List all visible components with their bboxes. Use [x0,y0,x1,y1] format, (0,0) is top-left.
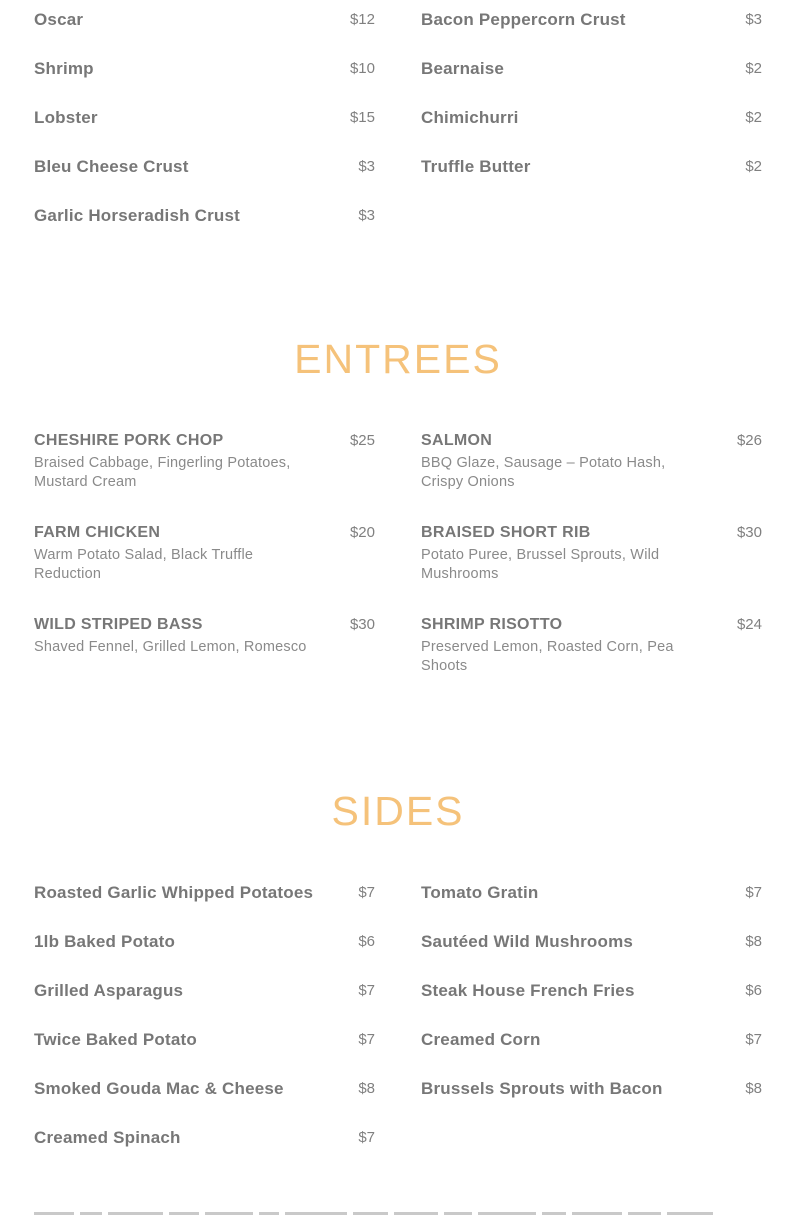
menu-item [34,206,375,255]
item-price: $12 [349,11,375,28]
entree-item [421,615,762,707]
item-name: BRAISED SHORT RIB [421,524,591,541]
menu-item [421,1079,762,1128]
addons-right-column [421,10,762,206]
item-name: Shrimp [34,59,94,78]
item-price: $7 [745,1031,762,1048]
menu-item [34,108,375,157]
item-price: $6 [358,933,375,950]
item-name: Sautéed Wild Mushrooms [421,932,634,951]
item-name: WILD STRIPED BASS [34,616,203,633]
item-name: Brussels Sprouts with Bacon [421,1079,663,1098]
item-name: SHRIMP RISOTTO [421,616,563,633]
menu-item [34,10,375,59]
item-price: $20 [349,524,375,541]
menu-item [34,1079,375,1128]
menu-item [34,932,375,981]
addons-left-column [34,10,375,255]
menu-item [421,157,762,206]
entree-item [34,615,375,707]
item-price: $30 [349,616,375,633]
item-price: $7 [745,884,762,901]
item-description: Braised Cabbage, Fingerling Potatoes, Mustard Cream [34,455,291,490]
item-price: $8 [745,933,762,950]
menu-item [34,981,375,1030]
item-price: $26 [736,432,762,449]
menu-item [421,932,762,981]
item-name: Creamed Corn [421,1030,541,1049]
item-description: Shaved Fennel, Grilled Lemon, Romesco [34,639,307,655]
item-price: $2 [745,158,762,175]
entree-item [421,523,762,615]
item-name: Twice Baked Potato [34,1030,197,1049]
item-price: $2 [745,60,762,77]
sides-right-column [421,883,762,1128]
item-description: Preserved Lemon, Roasted Corn, Pea Shoots [421,639,674,674]
item-name: Grilled Asparagus [34,981,184,1000]
item-name: Chimichurri [421,108,519,127]
item-name: Truffle Butter [421,157,531,176]
menu-item [34,1128,375,1177]
sides-left-column [34,883,375,1177]
item-price: $24 [736,616,762,633]
entree-item [34,523,375,615]
menu-item [421,981,762,1030]
item-name: Steak House French Fries [421,981,635,1000]
item-description: Potato Puree, Brussel Sprouts, Wild Mushrooms [421,547,660,582]
item-price: $3 [358,207,375,224]
menu-item [34,157,375,206]
item-price: $15 [349,109,375,126]
cropped-footer-text [34,1212,762,1218]
item-price: $10 [349,60,375,77]
item-name: FARM CHICKEN [34,524,161,541]
item-price: $6 [745,982,762,999]
menu-item [34,883,375,932]
item-price: $25 [349,432,375,449]
item-price: $8 [358,1080,375,1097]
menu-item [34,59,375,108]
item-name: Bearnaise [421,59,505,78]
item-name: SALMON [421,432,493,449]
item-price: $7 [358,1031,375,1048]
menu-item [421,883,762,932]
item-price: $7 [358,1129,375,1146]
entree-item [34,431,375,523]
item-name: 1lb Baked Potato [34,932,176,951]
entree-item [421,431,762,523]
sides-heading: SIDES [331,788,465,834]
item-description: BBQ Glaze, Sausage – Potato Hash, Crispy Onions [421,455,666,490]
item-name: Garlic Horseradish Crust [34,206,241,225]
item-price: $3 [358,158,375,175]
item-name: Oscar [34,10,84,29]
item-name: Smoked Gouda Mac & Cheese [34,1079,284,1098]
item-name: Creamed Spinach [34,1128,181,1147]
item-price: $30 [736,524,762,541]
menu-item [421,59,762,108]
menu-item [421,10,762,59]
menu-item [421,108,762,157]
item-name: Tomato Gratin [421,883,539,902]
item-price: $8 [745,1080,762,1097]
entrees-right-column [421,431,762,707]
item-name: Bacon Peppercorn Crust [421,10,626,29]
item-name: Roasted Garlic Whipped Potatoes [34,883,314,902]
entrees-heading: ENTREES [294,336,502,382]
item-name: Lobster [34,108,98,127]
item-name: Bleu Cheese Crust [34,157,189,176]
entrees-left-column [34,431,375,707]
item-name: CHESHIRE PORK CHOP [34,432,224,449]
item-price: $7 [358,982,375,999]
item-price: $7 [358,884,375,901]
item-description: Warm Potato Salad, Black Truffle Reduction [34,547,254,582]
item-price: $3 [745,11,762,28]
item-price: $2 [745,109,762,126]
menu-item [34,1030,375,1079]
menu-item [421,1030,762,1079]
